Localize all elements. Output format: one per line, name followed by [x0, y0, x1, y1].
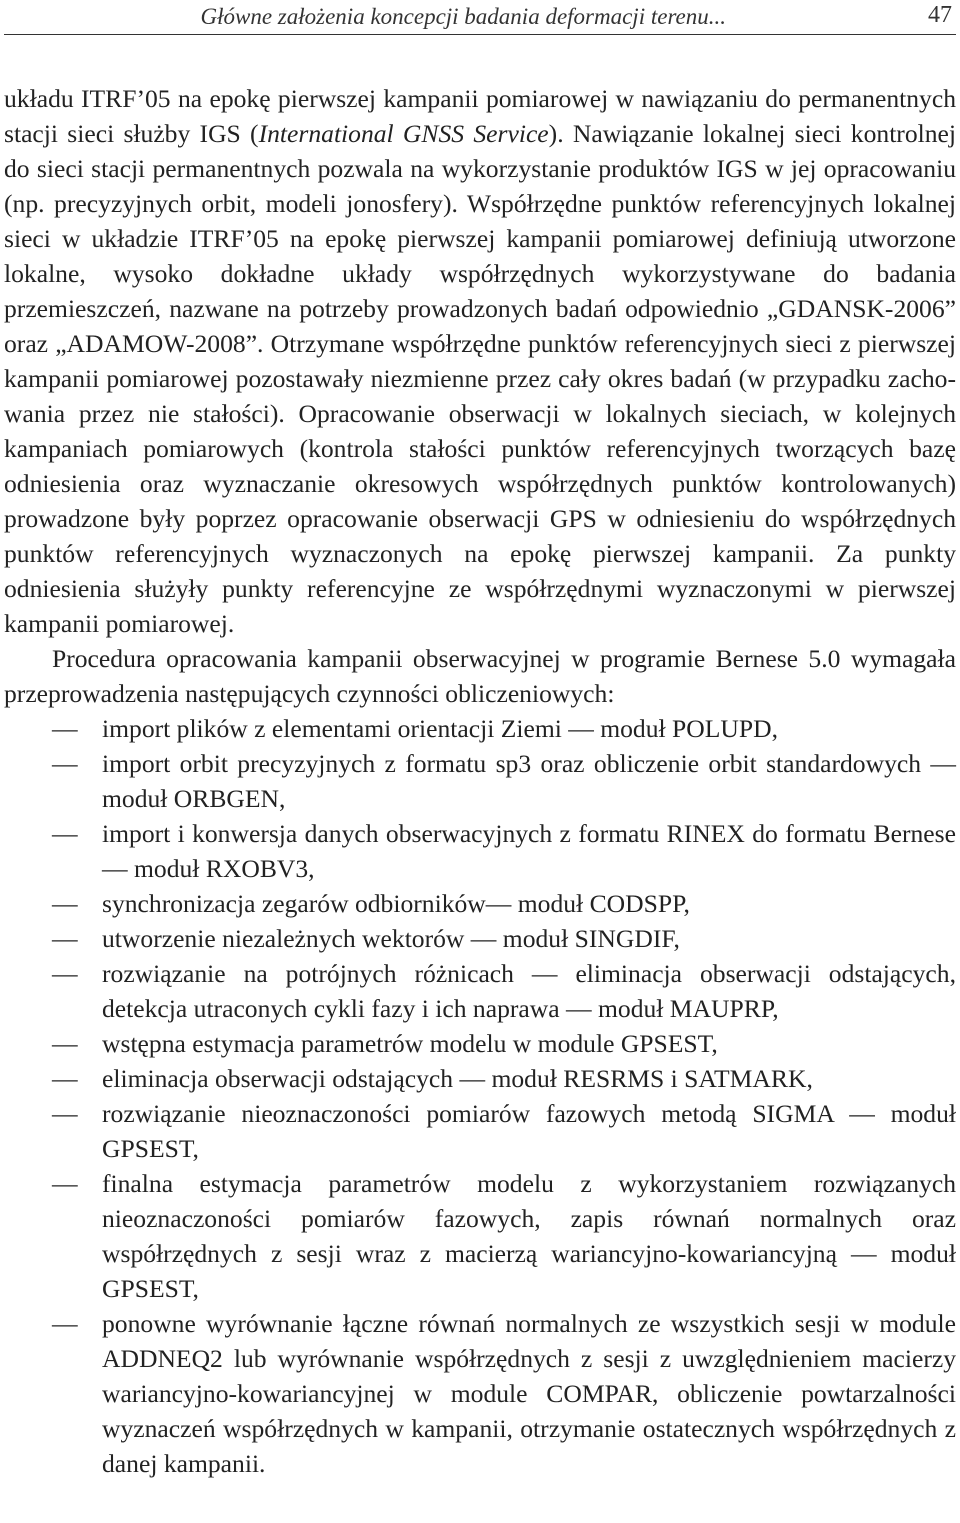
- list-item: [4, 956, 956, 1026]
- list-item-text: eliminacja obserwacji odstających — moduł RESRMS i SATMARK,: [102, 1064, 813, 1093]
- italic-term: International GNSS Service: [258, 119, 549, 148]
- list-item-text: import i konwersja danych obserwacyjnych z formatu RINEX do formatu Bernese — moduł RXOBV3,: [102, 819, 956, 883]
- list-item: [4, 1061, 956, 1096]
- list-item-text: ponowne wyrównanie łączne równań normalnych ze wszystkich sesji w module ADDNEQ2 lub wyrównanie współrzędnych z sesji z uwzględnieniem macierzy wariancyjno-kowariancyjnej w module COMPAR, obliczenie powtarzalności wyznaczeń współrzędnych w kampanii, otrzymanie ostatecznych współrzędnych z danej kampanii.: [102, 1309, 956, 1478]
- dash-marker: —: [52, 749, 78, 778]
- page-number: 47: [928, 2, 952, 28]
- list-item: [4, 1306, 956, 1481]
- paragraph-1-part-2: ). Nawiązanie lokalnej sieci kontrolnej do sieci stacji permanentnych pozwala na wykorzystanie produktów IGS w jej opracowaniu (np. precyzyjnych orbit, modeli jonosfery). Współrzędne punktów referencyjnych lokalnej sieci w układzie ITRF’05 na epokę pierwszej kampanii pomiarowej definiują utworzone lokalne, wysoko dokładne układy współrzędnych wykorzystywane do badania przemieszczeń, nazwane na potrzeby prowadzonych badań odpowiednio „GDANSK-2006” oraz „ADAMOW-2008”. Otrzymane współrzędne punktów referencyjnych sieci z pierwszej kampanii pomiarowej pozostawały niezmienne przez cały okres badań (w przypadku zachowania przez nie stałości). Opracowanie obserwacji w lokalnych sieciach, w kolejnych kampaniach pomiarowych (kontrola stałości punktów referencyjnych tworzących bazę odniesienia oraz wyznaczanie okresowych współrzędnych punktów kontrolowanych) prowadzone były poprzez opracowanie obserwacji GPS w odniesieniu do współrzędnych punktów referencyjnych wyznaczonych na epokę pierwszej kampanii. Za punkty odniesienia służyły punkty referencyjne ze współrzędnymi wyznaczonymi w pierwszej kampanii pomiarowej.: [4, 119, 957, 638]
- dash-marker: —: [52, 959, 78, 988]
- list-item-text: import orbit precyzyjnych z formatu sp3 oraz obliczenie orbit standardowych — moduł ORBGEN,: [102, 749, 956, 813]
- paragraph-2: Procedura opracowania kampanii obserwacyjnej w programie Bernese 5.0 wymagała przeprowadzenia następujących czynności obliczeniowych:: [4, 644, 956, 708]
- running-title: Główne założenia koncepcji badania deformacji terenu...: [200, 4, 726, 29]
- procedure-list: [4, 711, 956, 1481]
- dash-marker: —: [52, 889, 78, 918]
- list-item: [4, 746, 956, 816]
- list-item: [4, 921, 956, 956]
- list-item-text: rozwiązanie nieoznaczoności pomiarów fazowych metodą SIGMA — moduł GPSEST,: [102, 1099, 956, 1163]
- dash-marker: —: [52, 1029, 78, 1058]
- body-text: [4, 81, 956, 1481]
- list-item-text: synchronizacja zegarów odbiorników— moduł CODSPP,: [102, 889, 690, 918]
- paragraph-1: [4, 81, 956, 641]
- list-item: [4, 1166, 956, 1306]
- dash-marker: —: [52, 1309, 78, 1338]
- list-item-text: finalna estymacja parametrów modelu z wykorzystaniem rozwiązanych nieoznaczoności pomiarów fazowych, zapis równań normalnych oraz współrzędnych z sesji wraz z macierzą wariancyjno-kowariancyjną — moduł GPSEST,: [102, 1169, 956, 1303]
- running-header: [4, 0, 956, 35]
- list-item: [4, 711, 956, 746]
- list-item: [4, 816, 956, 886]
- list-item: [4, 886, 956, 921]
- list-item: [4, 1096, 956, 1166]
- list-item-text: utworzenie niezależnych wektorów — moduł SINGDIF,: [102, 924, 680, 953]
- dash-marker: —: [52, 1169, 78, 1198]
- list-item-text: import plików z elementami orientacji Ziemi — moduł POLUPD,: [102, 714, 778, 743]
- list-item: [4, 1026, 956, 1061]
- dash-marker: —: [52, 1099, 78, 1128]
- list-item-text: wstępna estymacja parametrów modelu w module GPSEST,: [102, 1029, 718, 1058]
- dash-marker: —: [52, 714, 78, 743]
- paragraph-1-part-1: układu ITRF’05 na epokę pierwszej kampanii pomiarowej w nawiązaniu do permanentnych stacji sieci służby IGS (: [4, 84, 956, 148]
- dash-marker: —: [52, 819, 78, 848]
- dash-marker: —: [52, 924, 78, 953]
- dash-marker: —: [52, 1064, 78, 1093]
- list-item-text: rozwiązanie na potrójnych różnicach — eliminacja obserwacji odstających, detekcja utraconych cykli fazy i ich naprawa — moduł MAUPRP,: [102, 959, 956, 1023]
